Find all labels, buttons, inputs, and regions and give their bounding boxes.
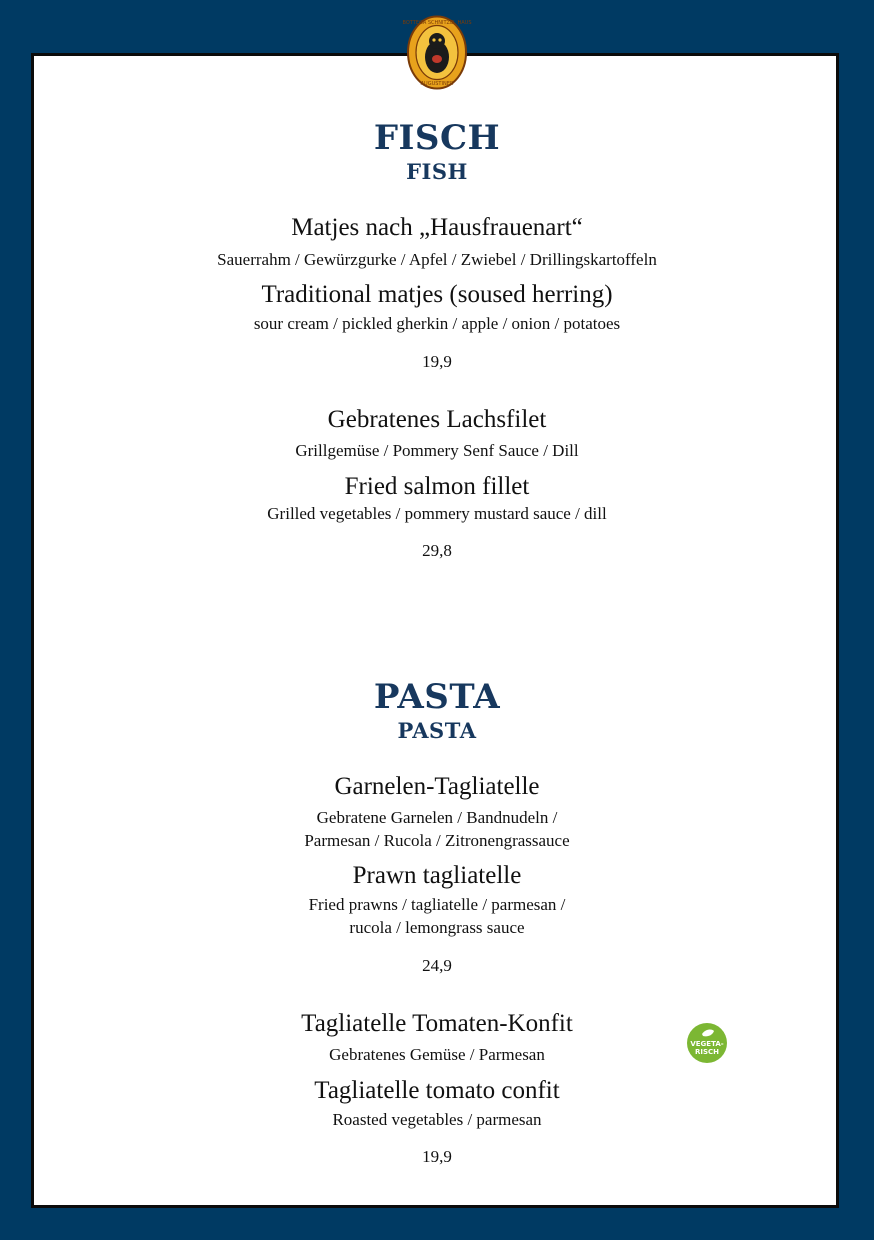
dish-desc-en: sour cream / pickled gherkin / apple / onion / potatoes	[253, 314, 621, 333]
dish-name-de: Garnelen-Tagliatelle	[334, 773, 540, 800]
dish-name-de: Tagliatelle Tomaten-Konfit	[301, 1010, 573, 1037]
dish-price: 24,9	[422, 956, 452, 975]
dish-name-en: Tagliatelle tomato confit	[314, 1077, 560, 1104]
restaurant-logo	[402, 15, 472, 90]
dish-price: 19,9	[422, 1147, 452, 1166]
svg-text:VEGETA-: VEGETA-	[690, 1040, 724, 1048]
dish-desc-en: Roasted vegetables / parmesan	[332, 1110, 542, 1129]
dish-desc-de: Gebratenes Gemüse / Parmesan	[329, 1045, 545, 1064]
section-title-fisch: FISCH	[373, 118, 501, 158]
dish-desc-en: Fried prawns / tagliatelle / parmesan /	[308, 895, 566, 914]
dish-desc-en: rucola / lemongrass sauce	[349, 918, 525, 937]
dish-name-de: Matjes nach „Hausfrauenart“	[291, 214, 583, 241]
dish-desc-de: Sauerrahm / Gewürzgurke / Apfel / Zwiebel / Drillingskartoffeln	[217, 250, 657, 269]
dish-price: 19,9	[422, 352, 452, 371]
dish-price: 29,8	[422, 541, 452, 560]
vegetarian-badge-icon	[686, 1022, 728, 1064]
section-subtitle-pasta: PASTA	[397, 718, 477, 743]
dish-name-en: Prawn tagliatelle	[352, 862, 522, 889]
svg-text:BOTTEGA SCHNITZEL HAUS: BOTTEGA SCHNITZEL HAUS	[402, 20, 472, 26]
dish-desc-de: Grillgemüse / Pommery Senf Sauce / Dill	[295, 441, 579, 460]
dish-desc-en: Grilled vegetables / pommery mustard sauce / dill	[267, 504, 607, 523]
svg-text:RISCH: RISCH	[694, 1048, 720, 1056]
section-title-pasta: PASTA	[373, 677, 501, 717]
dish-desc-de: Gebratene Garnelen / Bandnudeln /	[316, 808, 558, 827]
dish-name-en: Fried salmon fillet	[344, 473, 530, 500]
dish-desc-de: Parmesan / Rucola / Zitronengrassauce	[304, 831, 570, 850]
section-subtitle-fish: FISH	[406, 159, 468, 184]
dish-name-en: Traditional matjes (soused herring)	[261, 281, 613, 308]
dish-name-de: Gebratenes Lachsfilet	[327, 406, 547, 433]
svg-text:AUGUSTINER: AUGUSTINER	[420, 81, 454, 87]
